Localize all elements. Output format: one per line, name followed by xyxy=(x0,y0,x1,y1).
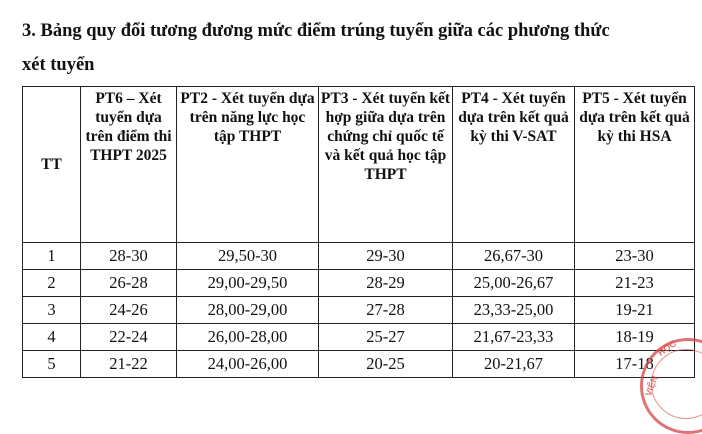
table-row xyxy=(23,351,695,378)
cell-pt6: 21-22 xyxy=(81,351,177,378)
cell-pt6: 24-26 xyxy=(81,297,177,324)
cell-pt3: 29-30 xyxy=(319,243,453,270)
header-pt5 xyxy=(575,87,695,243)
cell-pt2: 29,50-30 xyxy=(177,243,319,270)
cell-pt6: 26-28 xyxy=(81,270,177,297)
cell-pt5: 19-21 xyxy=(575,297,695,324)
cell-pt4: 25,00-26,67 xyxy=(453,270,575,297)
cell-tt: 3 xyxy=(23,297,81,324)
cell-pt4: 26,67-30 xyxy=(453,243,575,270)
cell-tt: 1 xyxy=(23,243,81,270)
seal-text-top: HỌC xyxy=(655,338,679,358)
cell-tt: 4 xyxy=(23,324,81,351)
heading-line-1: 3. Bảng quy đổi tương đương mức điểm trúng tuyển giữa các phương thức xyxy=(22,21,610,41)
header-pt6 xyxy=(81,87,177,243)
cell-pt5: 18-19 xyxy=(575,324,695,351)
seal-text-side: VIỆN xyxy=(643,374,660,398)
header-tt: TT xyxy=(23,87,81,243)
header-pt2-label: PT2 - Xét tuyển dựa trên năng lực học tập THPT xyxy=(180,90,315,145)
cell-pt5: 17-18 xyxy=(575,351,695,378)
header-pt4 xyxy=(453,87,575,243)
score-conversion-table xyxy=(22,86,695,378)
cell-pt2: 24,00-26,00 xyxy=(177,351,319,378)
header-pt5-label: PT5 - Xét tuyển dựa trên kết quả kỳ thi HSA xyxy=(579,90,690,145)
table-row xyxy=(23,243,695,270)
cell-tt: 2 xyxy=(23,270,81,297)
header-pt3-label: PT3 - Xét tuyển kết hợp giữa dựa trên chứng chỉ quốc tế và kết quả học tập THPT xyxy=(320,90,451,183)
table-row xyxy=(23,297,695,324)
header-pt6-label: PT6 – Xét tuyển dựa trên điểm thi THPT 2025 xyxy=(85,90,172,164)
cell-pt3: 25-27 xyxy=(319,324,453,351)
cell-pt4: 21,67-23,33 xyxy=(453,324,575,351)
cell-pt4: 20-21,67 xyxy=(453,351,575,378)
cell-pt2: 29,00-29,50 xyxy=(177,270,319,297)
cell-pt2: 28,00-29,00 xyxy=(177,297,319,324)
cell-pt5: 23-30 xyxy=(575,243,695,270)
table-row xyxy=(23,270,695,297)
table-header-row xyxy=(23,87,695,243)
cell-pt3: 20-25 xyxy=(319,351,453,378)
header-pt2 xyxy=(177,87,319,243)
heading-line-2: xét tuyển xyxy=(22,55,95,75)
section-heading xyxy=(22,14,694,82)
cell-pt5: 21-23 xyxy=(575,270,695,297)
cell-pt3: 28-29 xyxy=(319,270,453,297)
header-pt3 xyxy=(319,87,453,243)
cell-pt4: 23,33-25,00 xyxy=(453,297,575,324)
table-row xyxy=(23,324,695,351)
cell-pt6: 22-24 xyxy=(81,324,177,351)
cell-tt: 5 xyxy=(23,351,81,378)
cell-pt2: 26,00-28,00 xyxy=(177,324,319,351)
cell-pt6: 28-30 xyxy=(81,243,177,270)
cell-pt3: 27-28 xyxy=(319,297,453,324)
header-pt4-label: PT4 - Xét tuyển dựa trên kết quả kỳ thi V-SAT xyxy=(458,90,569,145)
